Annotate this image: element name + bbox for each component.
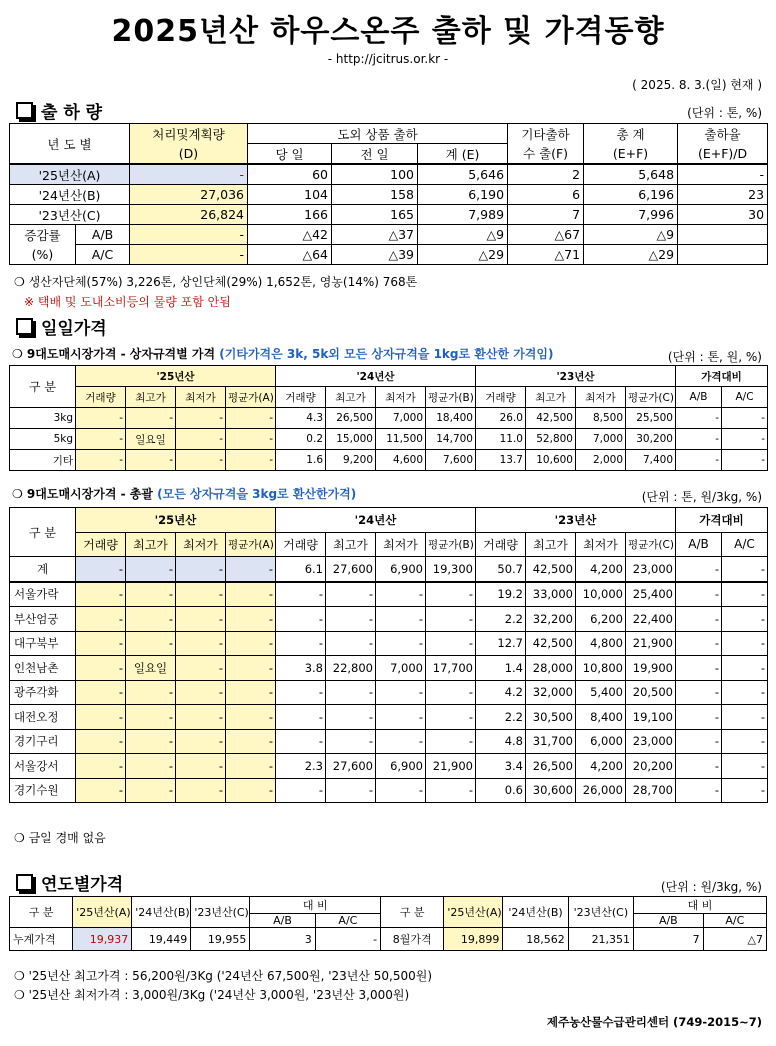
table-cell: 10,000 bbox=[576, 582, 626, 607]
cumulative-price-label: 누계가격 bbox=[10, 928, 73, 951]
table-cell: - bbox=[226, 778, 276, 803]
table-cell: 21,900 bbox=[426, 754, 476, 779]
y24-header: '24년산 bbox=[276, 366, 476, 387]
table-cell: - bbox=[226, 607, 276, 632]
no-auction-note: ❍ 금일 경매 없음 bbox=[14, 831, 106, 845]
row-label: 경기수원 bbox=[10, 778, 76, 803]
checkbox-square-icon bbox=[16, 318, 33, 335]
etc-shipment-header: 기타출하 bbox=[508, 124, 584, 144]
table-cell: 1.6 bbox=[276, 450, 326, 471]
size-price-unit: (단위 : 톤, 원, %) bbox=[667, 350, 762, 364]
table-cell: - bbox=[276, 607, 326, 632]
y24-header: '24년산 bbox=[276, 508, 476, 533]
table-cell: - bbox=[76, 680, 126, 705]
table-cell: 22,800 bbox=[326, 656, 376, 681]
table-cell: - bbox=[276, 778, 326, 803]
table-cell: 15,000 bbox=[326, 429, 376, 450]
change-label-unit: (%) bbox=[10, 245, 76, 265]
table-cell: - bbox=[76, 729, 126, 754]
table-cell: - bbox=[676, 429, 722, 450]
y23-header: '23년산 bbox=[476, 366, 676, 387]
table-cell: 7,000 bbox=[376, 656, 426, 681]
table-row: (%) A/C - △64 △39 △29 △71 △29 bbox=[10, 245, 768, 265]
table-cell: - bbox=[676, 582, 722, 607]
table-cell: - bbox=[226, 729, 276, 754]
table-cell: - bbox=[126, 754, 176, 779]
table-row bbox=[10, 607, 768, 632]
table-cell: - bbox=[676, 754, 722, 779]
table-cell: 2.3 bbox=[276, 754, 326, 779]
table-cell: - bbox=[126, 450, 176, 471]
export-header: 수 출(F) bbox=[508, 144, 584, 165]
monthly-price-label: 8월가격 bbox=[381, 928, 444, 951]
table-cell: 42,500 bbox=[526, 408, 576, 429]
table-cell: - bbox=[676, 557, 722, 582]
table-cell: 19.2 bbox=[476, 582, 526, 607]
table-cell: - bbox=[176, 754, 226, 779]
table-row: 증감률 A/B - △42 △37 △9 △67 △9 bbox=[10, 225, 768, 245]
table-cell: - bbox=[76, 429, 126, 450]
table-cell: 4.2 bbox=[476, 680, 526, 705]
table-cell: 28,000 bbox=[526, 656, 576, 681]
table-cell: - bbox=[126, 680, 176, 705]
sum-sub-header: (E+F) bbox=[584, 144, 678, 165]
y23-header: '23년산 bbox=[476, 508, 676, 533]
table-cell: 25,400 bbox=[626, 582, 676, 607]
table-cell: - bbox=[276, 680, 326, 705]
table-cell: - bbox=[676, 450, 722, 471]
table-cell: - bbox=[376, 778, 426, 803]
table-cell: - bbox=[426, 680, 476, 705]
table-cell: 17,700 bbox=[426, 656, 476, 681]
table-row bbox=[10, 729, 768, 754]
table-cell: - bbox=[176, 408, 226, 429]
table-cell: - bbox=[376, 729, 426, 754]
y25-header: '25년산 bbox=[76, 508, 276, 533]
table-cell: - bbox=[226, 408, 276, 429]
table-cell: - bbox=[176, 705, 226, 730]
table-cell: - bbox=[676, 408, 722, 429]
table-cell: 50.7 bbox=[476, 557, 526, 582]
table-cell: 일요일 bbox=[126, 429, 176, 450]
table-row bbox=[10, 429, 768, 450]
table-cell: 10,800 bbox=[576, 656, 626, 681]
row-label: 인천남촌 bbox=[10, 656, 76, 681]
table-row bbox=[10, 656, 768, 681]
table-cell: - bbox=[722, 778, 768, 803]
table-cell: 22,400 bbox=[626, 607, 676, 632]
processing-sub-header: (D) bbox=[130, 144, 248, 165]
table-cell: 26,500 bbox=[326, 408, 376, 429]
table-cell: 6.1 bbox=[276, 557, 326, 582]
table-cell: - bbox=[676, 631, 722, 656]
table-cell: - bbox=[176, 607, 226, 632]
table-row: 누계가격 19,937 19,449 19,955 3 - 8월가격 19,899 18,562 21,351 7 △7 bbox=[10, 928, 767, 951]
table-cell: - bbox=[722, 557, 768, 582]
checkbox-square-icon bbox=[16, 874, 33, 891]
table-cell: - bbox=[722, 729, 768, 754]
table-cell: 7,000 bbox=[376, 408, 426, 429]
table-cell: 18,400 bbox=[426, 408, 476, 429]
table-row: '24년산(B) 27,036 104 158 6,190 6 6,196 23 bbox=[10, 185, 768, 205]
compare-header: 가격대비 bbox=[676, 508, 768, 533]
table-row bbox=[10, 557, 768, 582]
outside-shipment-header: 도외 상품 출하 bbox=[248, 124, 508, 144]
table-row bbox=[10, 450, 768, 471]
table-cell: - bbox=[722, 754, 768, 779]
table-cell: - bbox=[326, 705, 376, 730]
compare-header: 가격대비 bbox=[676, 366, 768, 387]
table-cell: 20,200 bbox=[626, 754, 676, 779]
table-cell: - bbox=[76, 607, 126, 632]
row-label: 3kg bbox=[10, 408, 76, 429]
table-cell: - bbox=[426, 582, 476, 607]
table-cell: 42,500 bbox=[526, 557, 576, 582]
table-cell: 일요일 bbox=[126, 656, 176, 681]
row-label: '25년산(A) bbox=[10, 164, 130, 185]
table-cell: - bbox=[326, 680, 376, 705]
table-cell: - bbox=[676, 778, 722, 803]
checkbox-square-icon bbox=[16, 102, 33, 119]
table-cell: - bbox=[326, 778, 376, 803]
table-cell: 6,900 bbox=[376, 754, 426, 779]
table-cell: - bbox=[276, 705, 326, 730]
table-cell: - bbox=[676, 705, 722, 730]
table-cell: 7,000 bbox=[576, 429, 626, 450]
exclusion-note: ※ 택배 및 도내소비등의 물량 포함 안됨 bbox=[24, 295, 231, 309]
table-cell: 6,000 bbox=[576, 729, 626, 754]
table-cell: 1.4 bbox=[476, 656, 526, 681]
table-row bbox=[10, 582, 768, 607]
table-cell: 30,500 bbox=[526, 705, 576, 730]
yearly-price-table: 구 분 '25년산(A) '24년산(B) '23년산(C) 대 비 구 분 '25년산(A) '24년산(B) '23년산(C) 대 비 A/B A/C A/B A/C 누계가격 19,937 19,449 19,955 3 - 8월가격 19,899 18,562 21,351 7 △7 bbox=[9, 896, 767, 951]
table-cell: 8,400 bbox=[576, 705, 626, 730]
table-cell: - bbox=[226, 557, 276, 582]
table-cell: - bbox=[176, 631, 226, 656]
footer-source: 제주농산물수급관리센터 (749-2015~7) bbox=[546, 1015, 762, 1029]
size-price-table: 구 분 '25년산 '24년산 '23년산 가격대비 거래량 최고가 최저가 평균가(A) 거래량 최고가 최저가 평균가(B) 거래량 최고가 최저가 평균가(C) A/B A/C 3kg - - - - 4.3 26,500 7,000 18,400 26.0 42,500 8,500 25,500 - - 5kg - 일요일 - - 0.2 15,000 11,500 14,700 11.0 52,800 7,000 30,200 - - 기타 - - - - 1.6 9,200 4,600 7,600 13.7 10,600 2,000 7,400 - - bbox=[9, 365, 768, 471]
table-row bbox=[10, 408, 768, 429]
table-cell: 4.8 bbox=[476, 729, 526, 754]
table-cell: - bbox=[76, 408, 126, 429]
table-cell: - bbox=[226, 450, 276, 471]
gubun-header: 구 분 bbox=[10, 366, 76, 408]
table-cell: 23,000 bbox=[626, 729, 676, 754]
table-cell: - bbox=[722, 582, 768, 607]
row-label: 기타 bbox=[10, 450, 76, 471]
table-cell: - bbox=[226, 680, 276, 705]
yearly-unit: (단위 : 원/3kg, %) bbox=[660, 880, 762, 894]
table-cell: 2,000 bbox=[576, 450, 626, 471]
table-cell: - bbox=[226, 705, 276, 730]
row-label: 계 bbox=[10, 557, 76, 582]
row-label: '24년산(B) bbox=[10, 185, 130, 205]
table-cell: - bbox=[722, 429, 768, 450]
table-cell: 14,700 bbox=[426, 429, 476, 450]
table-cell: 3.8 bbox=[276, 656, 326, 681]
table-cell: - bbox=[226, 582, 276, 607]
table-cell: - bbox=[126, 705, 176, 730]
table-cell: 4,200 bbox=[576, 754, 626, 779]
table-cell: - bbox=[326, 631, 376, 656]
daily-section-title: 일일가격 bbox=[16, 314, 107, 339]
table-cell: - bbox=[76, 754, 126, 779]
min-price-note: ❍ '25년산 최저가격 : 3,000원/3Kg ('24년산 3,000원, '23년산 3,000원) bbox=[14, 988, 410, 1002]
table-cell: 25,500 bbox=[626, 408, 676, 429]
table-cell: - bbox=[376, 680, 426, 705]
table-cell: - bbox=[126, 408, 176, 429]
table-cell: - bbox=[126, 607, 176, 632]
table-cell: - bbox=[226, 754, 276, 779]
table-cell: 6,200 bbox=[576, 607, 626, 632]
table-cell: - bbox=[376, 607, 426, 632]
table-cell: - bbox=[426, 729, 476, 754]
y25-header: '25년산 bbox=[76, 366, 276, 387]
table-cell: - bbox=[676, 680, 722, 705]
website-url[interactable]: - http://jcitrus.or.kr - bbox=[327, 52, 449, 66]
table-cell: 11,500 bbox=[376, 429, 426, 450]
table-cell: 6,900 bbox=[376, 557, 426, 582]
table-row: '23년산(C) 26,824 166 165 7,989 7 7,996 30 bbox=[10, 205, 768, 225]
table-cell: 4,200 bbox=[576, 557, 626, 582]
table-row bbox=[10, 631, 768, 656]
table-cell: 32,200 bbox=[526, 607, 576, 632]
table-cell: 19,900 bbox=[626, 656, 676, 681]
row-label: 대전오정 bbox=[10, 705, 76, 730]
table-cell: - bbox=[376, 631, 426, 656]
table-cell: - bbox=[722, 450, 768, 471]
table-cell: - bbox=[76, 656, 126, 681]
table-cell: - bbox=[722, 607, 768, 632]
total-header: 계 (E) bbox=[418, 144, 508, 165]
table-cell: 7,400 bbox=[626, 450, 676, 471]
processing-header: 처리및계획량 bbox=[130, 124, 248, 144]
year-header: 년 도 별 bbox=[10, 124, 130, 165]
table-cell: - bbox=[376, 582, 426, 607]
table-cell: - bbox=[126, 557, 176, 582]
table-cell: - bbox=[176, 656, 226, 681]
row-label: 광주각화 bbox=[10, 680, 76, 705]
table-cell: - bbox=[676, 656, 722, 681]
table-cell: - bbox=[676, 607, 722, 632]
table-cell: - bbox=[722, 705, 768, 730]
table-cell: 26,000 bbox=[576, 778, 626, 803]
table-cell: - bbox=[126, 582, 176, 607]
table-cell: 21,900 bbox=[626, 631, 676, 656]
table-cell: 19,100 bbox=[626, 705, 676, 730]
row-label: 서울강서 bbox=[10, 754, 76, 779]
table-cell: - bbox=[226, 656, 276, 681]
table-cell: - bbox=[126, 729, 176, 754]
table-cell: 31,700 bbox=[526, 729, 576, 754]
table-cell: - bbox=[76, 582, 126, 607]
yearly-section-title: 연도별가격 bbox=[16, 870, 123, 895]
table-cell: 27,600 bbox=[326, 557, 376, 582]
market-summary-unit: (단위 : 톤, 원/3kg, %) bbox=[641, 490, 762, 504]
table-cell: - bbox=[722, 631, 768, 656]
page-title: 2025년산 하우스온주 출하 및 가격동향 bbox=[111, 14, 665, 49]
table-cell: - bbox=[176, 450, 226, 471]
row-label: 대구북부 bbox=[10, 631, 76, 656]
max-price-note: ❍ '25년산 최고가격 : 56,200원/3Kg ('24년산 67,500원, '23년산 50,500원) bbox=[14, 969, 433, 983]
table-cell: - bbox=[176, 680, 226, 705]
report-date: ( 2025. 8. 3.(일) 현재 ) bbox=[632, 78, 762, 92]
table-cell: - bbox=[722, 680, 768, 705]
row-label: 부산엄궁 bbox=[10, 607, 76, 632]
table-cell: - bbox=[76, 705, 126, 730]
table-cell: - bbox=[126, 778, 176, 803]
shipment-table bbox=[9, 123, 768, 265]
table-cell: 30,600 bbox=[526, 778, 576, 803]
table-cell: - bbox=[722, 408, 768, 429]
table-cell: - bbox=[276, 631, 326, 656]
table-cell: 7,600 bbox=[426, 450, 476, 471]
table-cell: 2.2 bbox=[476, 705, 526, 730]
table-cell: - bbox=[426, 607, 476, 632]
rate-header: 출하율 bbox=[678, 124, 768, 144]
row-label: 서울가락 bbox=[10, 582, 76, 607]
table-cell: - bbox=[126, 631, 176, 656]
table-cell: - bbox=[326, 607, 376, 632]
table-cell: - bbox=[426, 778, 476, 803]
sum-header: 총 계 bbox=[584, 124, 678, 144]
table-cell: - bbox=[76, 450, 126, 471]
table-cell: - bbox=[226, 631, 276, 656]
table-cell: 52,800 bbox=[526, 429, 576, 450]
table-cell: 4,600 bbox=[376, 450, 426, 471]
table-cell: 11.0 bbox=[476, 429, 526, 450]
table-cell: 20,500 bbox=[626, 680, 676, 705]
table-cell: 12.7 bbox=[476, 631, 526, 656]
row-label: 5kg bbox=[10, 429, 76, 450]
change-label: 증감률 bbox=[10, 225, 76, 245]
table-cell: 4,800 bbox=[576, 631, 626, 656]
table-row: '25년산(A) - 60 100 5,646 2 5,648 - bbox=[10, 164, 768, 185]
table-cell: 3.4 bbox=[476, 754, 526, 779]
row-label: '23년산(C) bbox=[10, 205, 130, 225]
table-cell: 2.2 bbox=[476, 607, 526, 632]
table-cell: - bbox=[76, 631, 126, 656]
table-row bbox=[10, 754, 768, 779]
table-cell: 4.3 bbox=[276, 408, 326, 429]
table-cell: - bbox=[176, 429, 226, 450]
table-cell: 0.2 bbox=[276, 429, 326, 450]
table-cell: 27,600 bbox=[326, 754, 376, 779]
table-cell: - bbox=[276, 582, 326, 607]
table-cell: 26.0 bbox=[476, 408, 526, 429]
shipment-unit: (단위 : 톤, %) bbox=[687, 106, 762, 120]
market-summary-title: ❍ 9대도매시장가격 - 총괄 (모든 상자규격을 3kg로 환산한가격) bbox=[12, 487, 357, 501]
market-summary-table: 구 분 '25년산 '24년산 '23년산 가격대비 거래량 최고가 최저가 평균가(A) 거래량 최고가 최저가 평균가(B) 거래량 최고가 최저가 평균가(C) A/B A/C 계 - - - - 6.1 27,600 6,900 19,300 50.7 42,500 4,200 23,000 - - 서울가락 - - - - - - - - 19.2 33,000 10,000 25,400 - - 부산엄궁 - - - - - - - - 2.2 32,200 6,200 22,400 - - 대구북부 - - - - - - - - 12.7 42,500 4,800 21,900 - - 인천남촌 - 일요일 - - 3.8 22,800 7,000 17,700 1.4 28,000 10,800 19,900 - - 광주각화 - - - - - - - - 4.2 32,000 5,400 20,500 - - 대전오정 - - - - - - - - 2.2 30,500 8,400 19,100 - - 경기구리 - - - - - - - - 4.8 31,700 6,000 23,000 - - 서울강서 - - - - 2.3 27,600 6,900 21,900 3.4 26,500 4,200 20,200 - - 경기수원 - - - - - - - - 0.6 30,600 26,000 28,700 - - bbox=[9, 507, 768, 803]
table-cell: - bbox=[76, 778, 126, 803]
table-cell: - bbox=[176, 778, 226, 803]
table-row bbox=[10, 680, 768, 705]
table-cell: - bbox=[426, 631, 476, 656]
table-cell: - bbox=[176, 729, 226, 754]
table-cell: - bbox=[176, 582, 226, 607]
table-cell: - bbox=[722, 656, 768, 681]
today-header: 당 일 bbox=[248, 144, 332, 165]
table-cell: - bbox=[226, 429, 276, 450]
table-cell: - bbox=[276, 729, 326, 754]
table-row bbox=[10, 705, 768, 730]
table-cell: 30,200 bbox=[626, 429, 676, 450]
table-cell: 42,500 bbox=[526, 631, 576, 656]
table-cell: 9,200 bbox=[326, 450, 376, 471]
table-cell: 32,000 bbox=[526, 680, 576, 705]
table-cell: - bbox=[426, 705, 476, 730]
shipment-section-title: 출 하 량 bbox=[16, 98, 102, 123]
gubun-header: 구 분 bbox=[10, 508, 76, 557]
producer-share-note: ❍ 생산자단체(57%) 3,226톤, 상인단체(29%) 1,652톤, 영농(14%) 768톤 bbox=[14, 275, 418, 289]
table-cell: - bbox=[326, 729, 376, 754]
table-cell: - bbox=[76, 557, 126, 582]
table-cell: 23,000 bbox=[626, 557, 676, 582]
table-cell: 26,500 bbox=[526, 754, 576, 779]
table-cell: 10,600 bbox=[526, 450, 576, 471]
table-cell: 5,400 bbox=[576, 680, 626, 705]
table-cell: 0.6 bbox=[476, 778, 526, 803]
prev-header: 전 일 bbox=[332, 144, 418, 165]
table-cell: 13.7 bbox=[476, 450, 526, 471]
table-cell: - bbox=[326, 582, 376, 607]
table-cell: 8,500 bbox=[576, 408, 626, 429]
table-cell: 19,300 bbox=[426, 557, 476, 582]
rate-sub-header: (E+F)/D bbox=[678, 144, 768, 165]
table-cell: 33,000 bbox=[526, 582, 576, 607]
size-price-title: ❍ 9대도매시장가격 - 상자규격별 가격 (기타가격은 3k, 5k외 모든 상자규격을 1kg로 환산한 가격임) bbox=[12, 347, 554, 361]
table-cell: 28,700 bbox=[626, 778, 676, 803]
table-row bbox=[10, 778, 768, 803]
table-cell: - bbox=[676, 729, 722, 754]
table-cell: - bbox=[176, 557, 226, 582]
table-cell: - bbox=[376, 705, 426, 730]
row-label: 경기구리 bbox=[10, 729, 76, 754]
